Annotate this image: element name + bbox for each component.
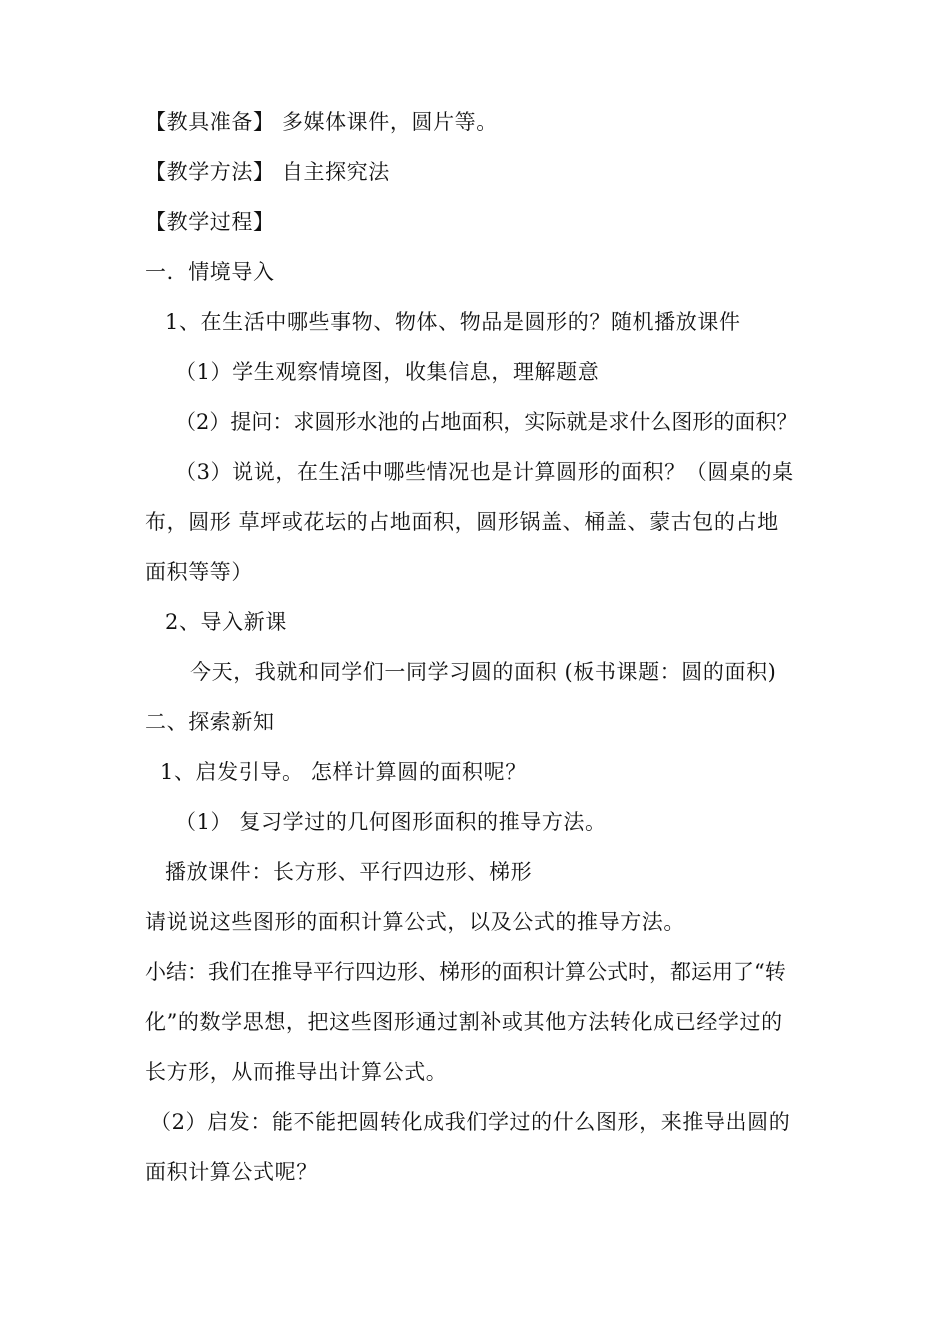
summary-line: 长方形，从而推导出计算公式。 xyxy=(145,1060,448,1084)
subheading-new-lesson: 2、导入新课 xyxy=(165,610,287,634)
paragraph-line: （2）提问：求圆形水池的占地面积，实际就是求什么图形的面积？ xyxy=(175,410,798,434)
teaching-aids-line: 【教具准备】 多媒体课件，圆片等。 xyxy=(145,110,498,134)
summary-line: 小结：我们在推导平行四边形、梯形的面积计算公式时，都运用了“转 xyxy=(145,960,786,984)
paragraph-line: 面积计算公式呢？ xyxy=(145,1160,318,1184)
paragraph-line: 1、启发引导。 怎样计算圆的面积呢？ xyxy=(160,760,527,784)
paragraph-line: （1）学生观察情境图，收集信息，理解题意 xyxy=(175,360,600,384)
teaching-method-line: 【教学方法】 自主探究法 xyxy=(145,160,390,184)
section-one-heading: 一．情境导入 xyxy=(145,260,275,284)
paragraph-line: 面积等等） xyxy=(145,560,253,584)
paragraph-line: （2）启发：能不能把圆转化成我们学过的什么图形，来推导出圆的 xyxy=(150,1110,791,1134)
paragraph-line: 播放课件：长方形、平行四边形、梯形 xyxy=(165,860,533,884)
paragraph-line: （3）说说，在生活中哪些情况也是计算圆形的面积？（圆桌的桌 xyxy=(175,460,794,484)
paragraph-line: 请说说这些图形的面积计算公式，以及公式的推导方法。 xyxy=(145,910,685,934)
paragraph-line: 1、在生活中哪些事物、物体、物品是圆形的？随机播放课件 xyxy=(165,310,741,334)
paragraph-line: （1） 复习学过的几何图形面积的推导方法。 xyxy=(175,810,607,834)
summary-line: 化”的数学思想，把这些图形通过割补或其他方法转化成已经学过的 xyxy=(145,1010,783,1034)
teaching-process-heading: 【教学过程】 xyxy=(145,210,275,234)
section-two-heading: 二、探索新知 xyxy=(145,710,275,734)
paragraph-line: 今天，我就和同学们一同学习圆的面积 (板书课题：圆的面积) xyxy=(190,660,777,684)
paragraph-line: 布，圆形 草坪或花坛的占地面积，圆形锅盖、桶盖、蒙古包的占地 xyxy=(145,510,779,534)
